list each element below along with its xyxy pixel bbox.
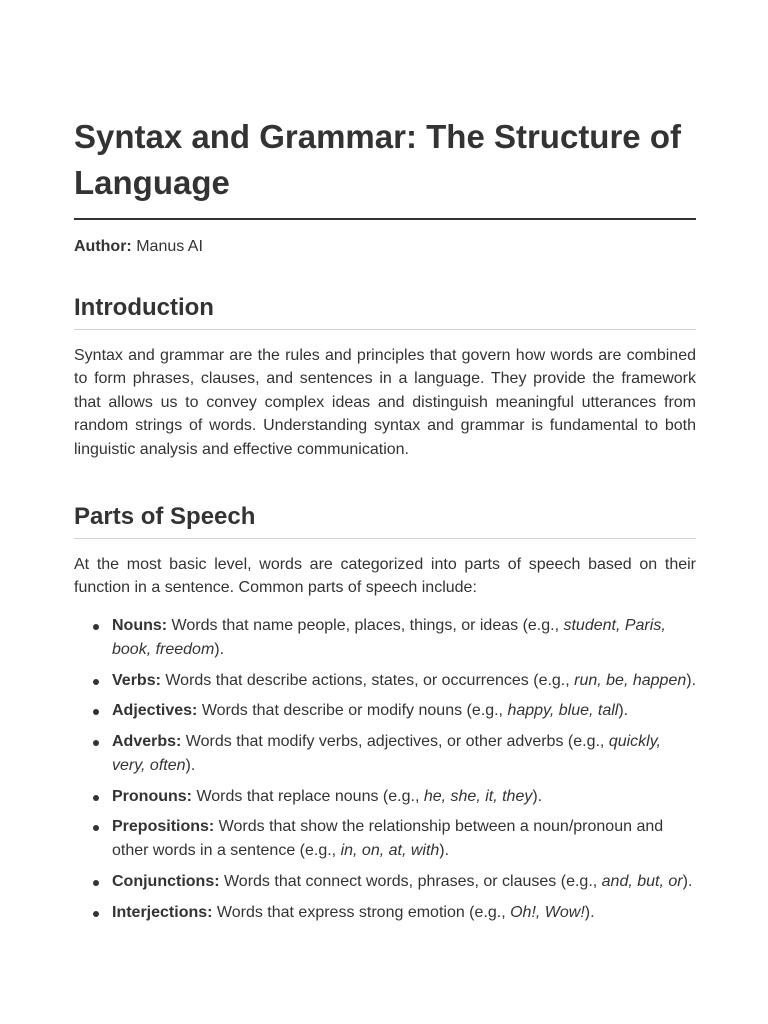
list-item-examples: student, Paris, book, freedom [112,616,666,658]
list-item-close: ). [185,756,196,774]
bullet-icon [93,880,99,886]
list-item-examples: in, on, at, with [340,842,440,860]
author-line [74,236,696,258]
list-item-description: Words that modify verbs, adjectives, or other adverbs (e.g., [181,732,609,750]
list-item [112,870,696,894]
list-item [112,730,696,778]
bullet-icon [93,740,99,746]
list-item-close: ). [682,872,693,890]
list-item-examples: happy, blue, tall [507,702,619,720]
bullet-icon [93,795,99,801]
parts-of-speech-heading: Parts of Speech [74,501,696,539]
list-item-term: Conjunctions: [112,872,220,890]
introduction-heading: Introduction [74,292,696,330]
list-item-examples: run, be, happen [574,671,687,689]
author-name: Manus AI [136,238,203,255]
list-item-close: ). [532,787,543,805]
introduction-paragraph: Syntax and grammar are the rules and principles that govern how words are combined to form phrases, clauses, and sentences in a language. They provide the framework that allows us to convey complex ideas and distinguish meaningful utterances from random strings of words. Understanding syntax and grammar is fundamental to both linguistic analysis and effective communication. [74,347,696,458]
list-item [112,785,696,809]
list-item-description: Words that describe actions, states, or occurrences (e.g., [160,671,575,689]
bullet-icon [93,825,99,831]
list-item [112,699,696,723]
list-item-term: Verbs: [112,671,161,689]
list-item-description: Words that show the relationship between a noun/pronoun and other words in a sentence (e.g., [112,818,664,860]
parts-of-speech-intro: At the most basic level, words are categorized into parts of speech based on their function in a sentence. Common parts of speech include: [74,556,696,597]
list-item-description: Words that connect words, phrases, or clauses (e.g., [219,872,602,890]
list-item-term: Adverbs: [112,732,182,750]
list-item-close: ). [686,671,697,689]
list-item-examples: he, she, it, they [423,787,533,805]
list-item-close: ). [584,903,595,921]
list-item-description: Words that name people, places, things, or ideas (e.g., [167,616,564,634]
list-item-close: ). [618,702,629,720]
bullet-icon [93,679,99,685]
author-label: Author: [74,238,132,255]
bullet-icon [93,709,99,715]
list-item-description: Words that describe or modify nouns (e.g., [197,702,508,720]
list-item-close: ). [439,842,450,860]
list-item-examples: Oh!, Wow! [510,903,585,921]
list-item-description: Words that replace nouns (e.g., [192,787,424,805]
list-item-close: ). [214,640,225,658]
list-item-term: Adjectives: [112,702,198,720]
parts-of-speech-list [74,614,696,925]
list-item [112,901,696,925]
list-item-examples: quickly, very, often [112,732,661,774]
list-item-term: Nouns: [112,616,168,634]
document-title: Syntax and Grammar: The Structure of Language [74,0,696,220]
list-item-term: Interjections: [112,903,213,921]
bullet-icon [93,911,99,917]
list-item [112,669,696,693]
list-item [112,614,696,662]
list-item-examples: and, but, or [601,872,683,890]
bullet-icon [93,624,99,630]
list-item-term: Prepositions: [112,818,215,836]
list-item-description: Words that express strong emotion (e.g., [212,903,511,921]
list-item-term: Pronouns: [112,787,192,805]
list-item [112,815,696,863]
